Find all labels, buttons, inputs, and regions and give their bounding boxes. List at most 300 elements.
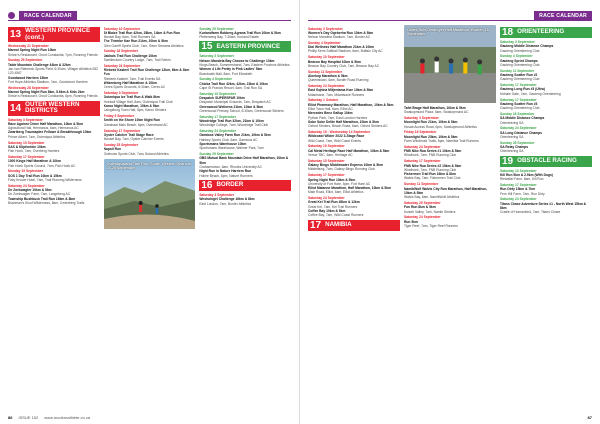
event-info: East London, 7am, Border Athletics	[199, 201, 252, 206]
event-date: Sunday 18 September	[500, 111, 535, 116]
event-info: Fairy Knowe Hotel, 7am, Trail Running Wilderness	[8, 177, 82, 182]
event-date: Saturday 17 September	[8, 154, 45, 159]
magazine-logo	[8, 12, 15, 19]
event-info: Kuiseb Valley, 7am, Namib Striders	[404, 209, 456, 214]
event-info: Windhoek, 7am, FNB Running Club	[404, 153, 457, 158]
event-info: Holme Beach, 6pm, Nature Runners	[199, 173, 253, 178]
event-item	[8, 130, 100, 139]
event-name: 1000 Kings Half Marathon & 10km	[8, 159, 61, 164]
event-item	[308, 41, 400, 54]
event-item	[104, 91, 196, 104]
event-item	[8, 169, 100, 182]
event-date: Saturday 17 September	[404, 159, 441, 164]
event-date: Sunday 25 September	[103, 142, 139, 147]
event-item	[404, 130, 496, 143]
event-date: Sunday 18 September	[103, 49, 139, 54]
event-date: Sunday 11 September	[308, 69, 343, 74]
event-info: Woodridge College, 7am, Woodridge Trail Club	[199, 123, 269, 128]
event-name: Nelson Mandela Bay Choose to Challenge 10km	[199, 58, 275, 63]
trail-run-photo	[104, 159, 196, 229]
event-info: Hoekwil Village Hall, 8am, Outeniqua Trail Club	[103, 99, 173, 104]
event-item	[199, 92, 291, 105]
event-date: Saturday 24 September	[404, 144, 441, 149]
event-info: Fish Hoek, 7am, Overberg Harriers	[8, 149, 60, 154]
event-item	[8, 155, 100, 168]
event-name: The Thembe Kae Run 21km, 10km & 5km	[103, 39, 168, 44]
right-page	[300, 0, 600, 424]
event-info: Agricultural Hall, Hermanus, 6am, Hermanus AC	[8, 126, 79, 131]
event-info: Glen Garriff Sports Club, 7am, Silver Streams Athletics	[103, 43, 184, 48]
event-date: Saturday 10 September	[308, 144, 345, 149]
event-list	[500, 169, 592, 215]
event-name: NamibWolf Walvis City Run Marathon, Half Marathon, 10km & 5km	[404, 186, 488, 195]
header-rule	[308, 20, 592, 21]
event-info: Gauteng Orienteering Club	[500, 106, 540, 111]
road-photo-image	[404, 25, 496, 103]
event-info: Gauteng Orienteering Club	[500, 48, 540, 53]
section-number: 16	[201, 179, 213, 191]
event-info: Mossel Bay, 7am, Oyster Catcher Events	[103, 137, 164, 142]
event-info: Orienteering SA	[500, 120, 524, 125]
event-name: Napoli Run	[103, 147, 122, 152]
event-item	[404, 182, 496, 199]
event-item	[199, 142, 291, 151]
event-list	[404, 106, 496, 115]
event-info: Queenstown, 6am, Border Road Running	[308, 78, 369, 83]
event-name: Fishermen Trail Run 16km & 8km	[404, 172, 456, 177]
event-info: Grabouw Sports Club, 7am, Boland Athletics	[103, 151, 169, 156]
event-item	[404, 201, 496, 214]
event-date: Saturday 24 September	[308, 84, 345, 89]
event-info: Boardwalk Mall, 8am, Port Elizabeth	[199, 71, 253, 76]
event-name: Elliot Matanne Marathon, Half Marathon, 10km & 5km	[308, 186, 391, 191]
event-item	[308, 186, 400, 195]
header-rule	[8, 20, 291, 21]
event-item	[8, 184, 100, 197]
photo-caption: Outeniqualand Trail Run, South Western Districts, 23-25 September	[106, 161, 192, 171]
event-name: Gauteng Sprint Champs	[500, 58, 538, 63]
event-item	[8, 76, 100, 85]
event-name: Gauteng Long Run #3 (Ultra)	[500, 87, 545, 92]
event-date: Saturday 24 September	[8, 183, 45, 188]
event-item	[104, 27, 196, 40]
event-item	[404, 172, 496, 181]
event-name: Sobe Sobe Delite Half Marathon, 10km & 5km	[308, 119, 379, 124]
event-info: Swellendam Country Lodge, 7am, Trail Series	[103, 58, 171, 63]
right-column-3	[500, 25, 592, 410]
event-item	[308, 173, 400, 186]
event-item	[500, 183, 592, 196]
event-name: Cal Metal Heritage Race Half Marathon, 10km & 5km	[308, 148, 390, 153]
event-info: Orienteering SA	[500, 149, 524, 154]
event-item	[500, 54, 592, 67]
event-item	[199, 105, 291, 114]
event-date: Saturday 24 September	[308, 196, 345, 201]
section-title: WESTERN PROVINCE (cont.)	[23, 27, 100, 42]
event-info: De Zoekwagter Farm, 7am, Langeberg AC	[8, 192, 71, 197]
event-item	[199, 54, 291, 67]
event-date: Saturday 10 September	[308, 158, 345, 163]
event-name: Gauteng Scatter Run #2	[500, 73, 538, 78]
event-info: Tiger Reef, 7am, Tiger Reef Runners	[404, 223, 458, 228]
event-date: Saturday 3 September	[8, 117, 43, 122]
event-name: Night Run in Nature Harriers Run	[199, 169, 252, 174]
section-title: NAMIBIA	[323, 220, 400, 231]
event-name: Beacon Bay Hospital 10km & 5km	[308, 59, 361, 64]
right-header-tag: RACE CALENDAR	[534, 11, 592, 20]
event-date: Saturday 17 September	[500, 83, 537, 88]
event-item	[308, 55, 400, 68]
event-info: Gansbaai Main Beach, 6pm, Overstrand AC	[103, 122, 168, 127]
section-title: OBSTACLE RACING	[515, 156, 592, 167]
event-info: Hankey Sports Club, 6am, Gamtoos AC	[199, 137, 258, 142]
event-item	[199, 129, 291, 142]
event-item	[308, 159, 400, 172]
section-header	[308, 220, 400, 231]
event-item	[308, 84, 400, 97]
event-item	[500, 197, 592, 214]
event-info: Fish Hoek Sports Ground, 7am, Fish Hoek AC	[8, 163, 76, 168]
event-name: SA Middle Distance Champs	[500, 116, 545, 121]
event-name: Marnol Spring Night Run 10km	[8, 48, 57, 53]
event-name: Fun Run 8km & 5km	[404, 205, 436, 210]
left-columns	[8, 25, 291, 410]
event-info: Ceres Sports Grounds, 6:30am, Ceres AC	[103, 85, 166, 90]
event-name: Wildcoast Wilder 2022 3-Stage Race	[308, 134, 365, 139]
event-name: Titans Chase Adventure Series #1 - North West 15km & 8km	[500, 201, 587, 210]
event-info: Grahamstown, 6am, Rhodes University AC	[199, 165, 263, 170]
event-name: Aloekop Marathon & 5km	[308, 73, 348, 78]
right-column-2	[404, 25, 496, 410]
event-name: Race Against Crime Half Marathon, 10km & 5km	[8, 121, 83, 126]
event-name: SOS 1 Day Trail Run 10km & 15km	[8, 173, 62, 178]
event-date: Saturday 17 September	[103, 128, 141, 133]
section-header	[8, 101, 100, 116]
event-date: Monday 19 September	[8, 169, 43, 174]
event-info: Prince Albert, 7am, Outeniqua Athletics	[8, 134, 66, 139]
event-date: Saturday 17 September	[500, 183, 537, 188]
event-info: Despatch Municipal Grounds, 7am, Despatch AC	[199, 100, 271, 105]
event-item	[8, 141, 100, 154]
event-item	[500, 169, 592, 182]
event-name: Moonlight Run 23km, 10km & 5km	[404, 134, 458, 139]
event-list	[104, 27, 196, 90]
event-date: Wednesday 28 September	[8, 85, 49, 90]
left-column-2	[104, 25, 196, 410]
event-name: Oyster Catcher Trail Stage Race	[103, 132, 154, 137]
right-column-1	[308, 25, 400, 410]
event-info: Beacon Bay Country Club, 7am, Beacon Bay AC	[308, 63, 380, 68]
event-name: Dial Wellness Half Marathon 21km & 10km	[308, 45, 375, 50]
event-info: Walvis Bay, 7am, Fishermen Trail Club	[404, 176, 461, 181]
event-name: East Gqhina Mitjentama Kwe 10km & 5km	[308, 88, 374, 93]
event-item	[500, 98, 592, 111]
event-date: Sunday 11 September	[404, 182, 439, 187]
event-date: Saturday 24 September	[103, 63, 141, 68]
section-title: BORDER	[214, 180, 291, 191]
event-name: Jakhals Trail Run Challenge 10km	[103, 53, 157, 58]
event-item	[8, 197, 100, 206]
section-header	[500, 27, 592, 38]
event-name: Moonlight Run 21km, 10km & 5km	[404, 120, 458, 125]
event-date: Saturday 3 September	[308, 26, 343, 31]
event-date: Saturday 10 September	[500, 168, 537, 173]
event-info: Middelburg, 7am, Galaxy Bingo Running Club	[308, 167, 375, 172]
event-date: Saturday 24 September	[199, 129, 236, 134]
photo-caption: Caltex Sole Destroyer Half Marathon, Border, 18 September	[407, 28, 489, 37]
event-name: Sportsmans Warehouse 10km	[199, 142, 247, 147]
event-info: Laingsburg Town Hall, 5pm, Karoo Striders	[103, 108, 167, 113]
event-info: Plettenberg Bay, 7:30am, Kurland Estate	[199, 35, 259, 40]
event-list	[8, 118, 100, 206]
event-name: Galaxy Bingo Middlewater Express 10km & 5km	[308, 163, 383, 168]
event-info: Mdantsane, 7am, Mdantsane Runners	[308, 92, 365, 97]
event-name: Kill Run 5km & 2.5km (With Dogs)	[500, 172, 553, 177]
event-info: Cradle of Humankind, 7am, Titans Chase	[500, 210, 561, 215]
event-info: Bushman's Kloof Wilderness, 8am, Cederberg Trails	[8, 200, 85, 205]
event-item	[199, 77, 291, 90]
event-item	[199, 152, 291, 169]
event-date: Saturday 10 September	[199, 91, 236, 96]
event-item	[104, 114, 196, 127]
event-name: Weshulngel Challenge 16km & 8km	[199, 197, 255, 202]
event-date: Saturday 17 September	[500, 97, 537, 102]
event-name: FNB Nike Rua Series #2 15km & 5km	[404, 163, 462, 168]
event-info: Phillip Kerrs Softball Stadium, 6am, Buffalo City AC	[308, 49, 383, 54]
event-item	[104, 64, 196, 81]
event-name: Great Kei Trail Run 45km & 12km	[308, 200, 360, 205]
event-info: Greenwood Primary School, 6:30am, Greenwood Striders	[199, 108, 284, 113]
event-date: Saturday 3 September	[500, 40, 535, 44]
event-info: Python Park, 7am, East London Harriers	[308, 115, 368, 120]
event-name: Goodwood Harriers 15km	[8, 75, 49, 80]
event-item	[500, 126, 592, 139]
section-number: 18	[502, 27, 514, 38]
section-header	[8, 27, 100, 42]
event-item	[500, 69, 592, 82]
event-item	[404, 145, 496, 158]
event-item	[500, 83, 592, 96]
event-item	[104, 129, 196, 142]
event-name: Smith on the Shore 10km Night Run	[103, 118, 160, 123]
event-name: Riebeek Kasteel Trail Run Challenge 12km, 6km & 3km Fun	[103, 68, 190, 77]
event-name: Spring Night Run 10km & 5km	[308, 177, 356, 182]
road-race-photo	[404, 25, 496, 103]
event-list	[308, 27, 400, 129]
event-date: Sunday 25 September	[199, 26, 234, 31]
event-name: Woodridge Trail Run 32km, 21km & 10km	[199, 119, 264, 124]
page-number: 86	[8, 415, 13, 420]
event-name: Chicka Trail Run 42km, 42km, 22km & 10km	[199, 81, 268, 86]
event-info: Fort Hope Athletics Stadium, 7am, Goodwood Harriers	[8, 79, 88, 84]
event-name: SA Long Distance Champs	[500, 130, 543, 135]
event-info: Farm Windhoek Trails, 6pm, Namibia Trail Runners	[404, 139, 479, 144]
event-item	[199, 169, 291, 178]
event-date: Sunday 11 September	[500, 68, 535, 73]
event-item	[404, 106, 496, 115]
event-info: Husab Access Road, 6pm, Swakopmund Athletics	[404, 124, 477, 129]
event-item	[500, 141, 592, 154]
event-date: Saturday 3 September	[199, 54, 235, 59]
event-name: Run Dirty 15km & 7km	[500, 187, 535, 192]
event-date: Sunday 25 September	[8, 58, 43, 63]
event-list	[199, 54, 291, 178]
event-item	[8, 118, 100, 131]
event-info: Sportsmans Warehouse, Walmer Park, 7am	[199, 146, 264, 151]
left-column-1	[8, 25, 100, 410]
event-name: Kurlandfarm Robberg Agrana Trail Run 10km & 5km	[199, 30, 281, 35]
event-date: Saturday 10 September	[103, 26, 141, 31]
event-item	[199, 193, 291, 206]
event-info: Orienteering SA	[500, 134, 524, 139]
event-item	[308, 120, 400, 129]
section-header	[199, 180, 291, 191]
event-item	[104, 49, 196, 62]
event-name: Despatch SUPERSPAR 10km	[199, 96, 245, 101]
event-info: Swakopmund Plaza, 6am, Swakopmund AC	[404, 110, 469, 115]
section-title: OUTER WESTERN DISTRICTS	[23, 101, 100, 116]
event-item	[104, 104, 196, 113]
event-info: Coffee Bay, 7am, Wild Coast Runners	[308, 213, 364, 218]
event-item	[404, 159, 496, 172]
event-name: Gamtoos Valley Farm Run 21km, 10km & 5km	[199, 133, 271, 138]
event-item	[308, 130, 400, 143]
right-footer	[588, 415, 592, 420]
event-name: SAS & Klipfontein 10km	[8, 144, 46, 149]
event-item	[500, 40, 592, 53]
event-date: Saturday 25 September	[404, 200, 441, 205]
event-date: Saturday 10 September	[8, 140, 45, 145]
event-name: FNB Nike Rua Series #1 10km & 5km	[404, 149, 462, 154]
event-date: Saturday 24 September	[500, 197, 537, 202]
event-name: Karoo Night Marathon, 10km & 5km	[103, 104, 160, 109]
event-date: Saturday 24 September	[404, 215, 441, 220]
section-number: 15	[201, 41, 213, 53]
event-name: Gauteng Scatter Run #3	[500, 101, 538, 106]
event-item	[404, 215, 496, 228]
event-name: Women's Day Gqeberha Run 10km & 5km	[308, 30, 374, 35]
event-name: Greenwood Wellness 21km, 10km & 5km	[199, 104, 264, 109]
event-date: Sunday 25 September	[199, 152, 234, 157]
event-date: Sunday 4 September	[308, 40, 341, 45]
left-column-3	[199, 25, 291, 410]
event-info: Wild Coast, 7am, Wild Coast Events	[308, 138, 361, 143]
event-date: Friday 9 September	[103, 114, 135, 119]
event-info: Nelson Mandela Stadium, 7am, Border AC	[308, 35, 371, 40]
event-name: Marnol Spring Night Run 8km, 5.6km & Kids 2km	[8, 89, 85, 94]
right-columns	[308, 25, 592, 410]
issue-label: ISSUE 152	[18, 415, 39, 420]
event-item	[500, 112, 592, 125]
left-footer	[8, 415, 90, 420]
section-number: 13	[10, 29, 22, 40]
event-item	[308, 70, 400, 83]
section-number: 19	[502, 155, 514, 167]
section-title: EASTERN PROVINCE	[214, 41, 291, 52]
event-name: Township Bushbuck Trail Run 16km & 8km	[8, 196, 76, 201]
event-item	[199, 115, 291, 128]
page-number: 87	[587, 415, 592, 420]
event-name: Zwartberg Traumaplex Fellowe & Breakthrough 10km	[8, 130, 92, 135]
event-list	[199, 193, 291, 206]
event-date: Saturday 17 September	[308, 173, 345, 178]
event-list	[199, 27, 291, 40]
event-item	[8, 86, 100, 99]
event-name: Table Mountain Challenge 44km & 32km	[8, 62, 71, 67]
event-list	[404, 116, 496, 228]
event-list	[500, 40, 592, 154]
section-number: 14	[10, 102, 22, 114]
event-item	[404, 116, 496, 129]
event-item	[308, 144, 400, 157]
site-url[interactable]: www.modernathlete.co.za	[44, 415, 91, 420]
event-name: Run 5km	[404, 219, 418, 224]
event-info: Kings Beach, Summerstrand, 7am, Eastern Province Athletics	[199, 62, 290, 67]
event-name: Outeniqua Ice Trail Run & Walk 8km	[103, 95, 160, 100]
left-header-tag: RACE CALENDAR	[19, 11, 77, 20]
event-name: St Blaize Trail Run 42km, 28km, 14km & Fun Run	[103, 30, 180, 35]
section-number: 17	[310, 219, 322, 231]
event-date: Saturday 24 September	[500, 126, 537, 131]
event-date: Wednesday 21 September	[8, 44, 49, 48]
event-date: Sunday 4 September	[500, 54, 533, 59]
event-item	[8, 44, 100, 57]
event-item	[308, 111, 400, 120]
event-info: Mohale Gate, 7am, Gauteng Orienteering	[500, 91, 561, 96]
event-info: Rietvallei Farm, 8am, Kill Run	[500, 177, 544, 182]
event-date: Saturday 15 - Wednesday 14 September	[308, 130, 371, 135]
event-item	[308, 98, 400, 111]
event-name: De Zoekwagter 10km & 5km	[8, 188, 52, 193]
logo-mark-icon	[8, 12, 15, 19]
event-info: Gauteng Orienteering Club	[500, 77, 540, 82]
event-name: GBS Mutual Bank Mountain Drive Half Marathon, 10km & 5km	[199, 156, 289, 165]
event-date: Saturday 3 September	[103, 91, 139, 96]
event-item	[308, 27, 400, 40]
event-info: Cape St Francis Resort, 6am, Trail Run SA	[199, 85, 263, 90]
event-item	[199, 27, 291, 40]
event-date: Sunday 4 September	[199, 77, 232, 82]
event-name: SA Relay Champs	[500, 145, 529, 150]
event-date: Saturday 1 October	[308, 98, 339, 103]
event-item	[8, 58, 100, 75]
event-date: Saturday 10 September	[308, 55, 345, 60]
section-header	[199, 41, 291, 52]
event-name: Coffee Bay 10km & 5km	[308, 209, 346, 214]
event-date: Saturday 3 September	[404, 116, 439, 121]
event-item	[104, 39, 196, 48]
event-info: Gauteng Orienteering Club	[500, 62, 540, 67]
event-date: Saturday 17 September	[199, 114, 236, 119]
section-header	[500, 156, 592, 167]
event-item	[308, 209, 400, 218]
event-list	[104, 91, 196, 156]
event-info: Walvis Bay, 6am, NamibWolf Athletics	[404, 195, 460, 200]
event-info: Venue TBC, 6am, Heritage AC	[308, 153, 353, 158]
event-info: Fern Hill Farm, 7am, Run Dirty	[500, 191, 545, 196]
event-list	[308, 130, 400, 218]
event-name: Witzenberg Half Marathon & 10km	[103, 81, 157, 86]
event-item	[104, 81, 196, 90]
event-info: Oxford Striders, Beach Road, 6am, Oxford Striders AC	[308, 124, 388, 129]
event-list	[8, 44, 100, 99]
event-date: Friday 16 September	[404, 130, 437, 135]
event-info: Jan van Riebeeck Sports Field, 6:30am, Villager Athletics 082 123 4567	[8, 66, 98, 76]
event-info: Great Kei, 7am, Kei Trail Runners	[308, 204, 358, 209]
event-info: Simon's Restaurant, Groot Constantia, 7pm, Running Friends	[8, 52, 98, 57]
event-name: Gauteng Middle Distance Champs	[500, 44, 554, 49]
event-info: Riebeek Kasteel, 7am, Trail Events SA	[103, 76, 161, 81]
